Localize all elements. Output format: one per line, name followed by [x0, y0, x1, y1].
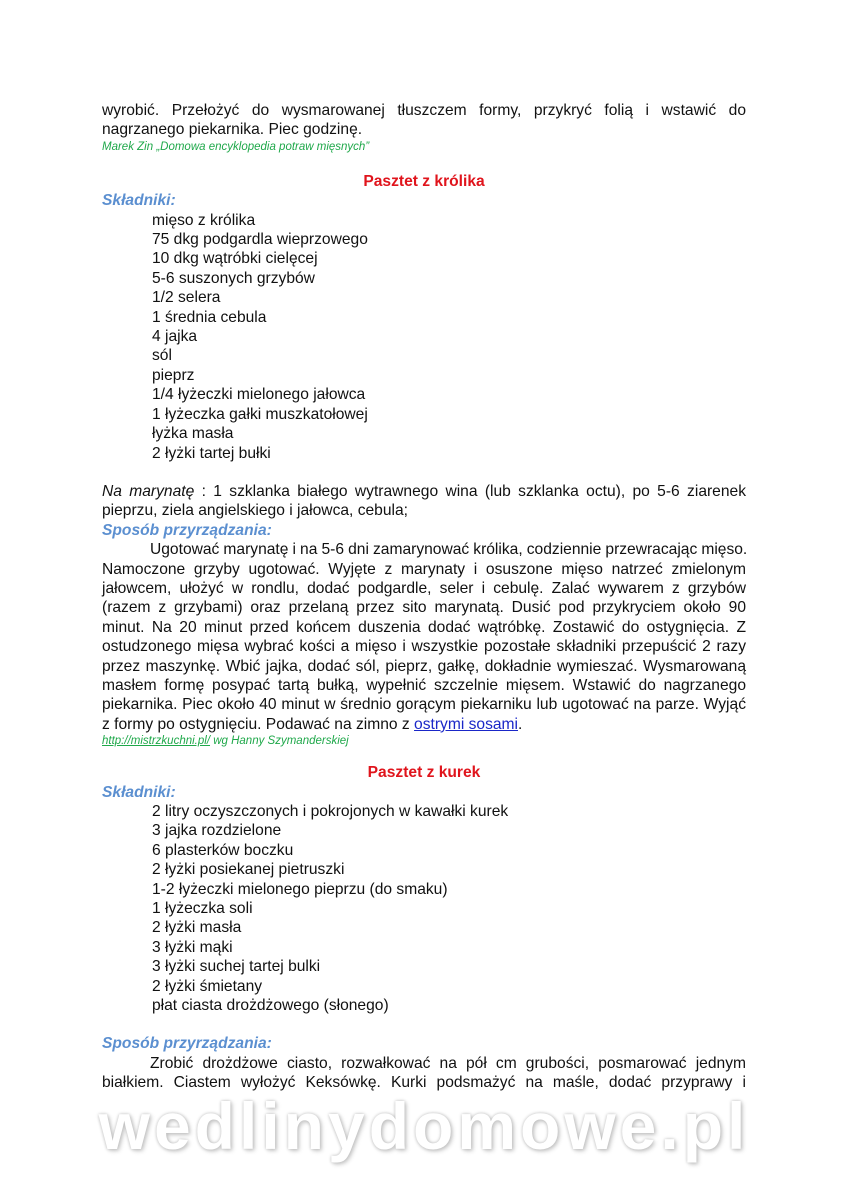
- ingredient-item: 2 litry oczyszczonych i pokrojonych w kawałki kurek: [152, 803, 509, 820]
- text-line: jałowcem, ułożyć w rondlu, dodać podgardle, seler i cebulę. Zalać wywarem z grzybów: [102, 579, 746, 597]
- ingredient-item: mięso z królika: [152, 211, 256, 229]
- text-line: : 1 szklanka białego wytrawnego wina (lub szklanka octu), po 5-6 ziarenek: [194, 482, 746, 500]
- watermark: wedlinydomowe.pl: [98, 1089, 750, 1163]
- text-line: pieprzu, ziela angielskiego i jałowca, cebula;: [102, 502, 408, 520]
- ingredient-item: pieprz: [152, 366, 195, 384]
- ostrymi-sosami-link[interactable]: ostrymi sosami: [414, 715, 519, 733]
- ingredient-item: 4 jajka: [152, 328, 198, 346]
- text-line: Ugotować marynatę i na 5-6 dni zamarynować królika, codziennie przewracając mięso.: [150, 541, 748, 559]
- ingredient-item: łyżka masła: [152, 425, 234, 443]
- ingredient-item: 3 łyżki suchej tartej bulki: [152, 958, 321, 976]
- ingredient-item: 1 średnia cebula: [152, 308, 267, 326]
- recipe1-ingredients-heading: Składniki:: [102, 192, 176, 210]
- ingredient-item: 5-6 suszonych grzybów: [152, 269, 315, 287]
- ingredient-item: 3 łyżki mąki: [152, 938, 233, 956]
- marinade-label: Na marynatę: [102, 482, 195, 500]
- source-text: wg Hanny Szymanderskiej: [210, 735, 349, 748]
- source-link[interactable]: http://mistrzkuchni.pl/: [102, 735, 211, 748]
- text-line: piekarnika. Piec około 40 minut w średnio gorącym piekarniku lub ugotować na parze. Wyjąć: [102, 696, 746, 714]
- ingredient-item: 2 łyżki masła: [152, 919, 242, 937]
- ingredient-item: sól: [152, 347, 172, 365]
- ingredient-item: 1 łyżeczka gałki muszkatołowej: [152, 405, 368, 423]
- text-line: przez maszynkę. Wbić jajka, dodać sól, pieprz, gałkę, dokładnie wymieszać. Wysmarowaną: [102, 657, 746, 675]
- intro-paragraph: [102, 101, 746, 155]
- ingredient-item: 10 dkg wątróbki cielęcej: [152, 250, 318, 268]
- text-line: .: [518, 715, 523, 733]
- ingredient-item: 2 łyżki śmietany: [152, 977, 263, 995]
- text-line: z formy po ostygnięciu. Podawać na zimno z: [102, 715, 415, 733]
- recipe2-method-heading: Sposób przyrządzania:: [102, 1035, 272, 1053]
- text-line: (razem z grzybami) oraz przelaną przez sito marynatą. Dusić pod przykryciem około 90: [102, 599, 746, 617]
- ingredient-item: 1-2 łyżeczki mielonego pieprzu (do smaku): [152, 880, 448, 898]
- ingredient-item: 1 łyżeczka soli: [152, 900, 253, 918]
- ingredient-item: 1/4 łyżeczki mielonego jałowca: [152, 386, 366, 404]
- recipe2-title: Pasztet z kurek: [367, 764, 481, 782]
- text-line: wyrobić. Przełożyć do wysmarowanej tłuszczem formy, przykryć folią i wstawić do: [102, 102, 746, 119]
- text-line: minut. Na 20 minut przed końcem duszenia dodać wątróbkę. Zostawić do ostygnięcia. Z: [102, 618, 746, 636]
- ingredient-item: 2 łyżki posiekanej pietruszki: [152, 861, 345, 879]
- text-line: masłem formę posypać tartą bułką, wypełnić szczelnie mięsem. Wstawić do nagrzanego: [102, 676, 746, 694]
- recipe2-ingredients-list: [102, 802, 746, 1015]
- recipe1-marinade: [102, 482, 746, 521]
- recipe1-title: Pasztet z królika: [363, 172, 485, 190]
- text-line: ostudzonego mięsa wybrać kości a mięso i wszystkie pozostałe składniki przepuścić 2 razy: [102, 638, 746, 656]
- text-line: Namoczone grzyby ugotować. Wyjęte z marynaty i osuszone mięso natrzeć zmielonym: [102, 560, 746, 578]
- ingredient-item: 75 dkg podgardla wieprzowego: [152, 231, 368, 249]
- ingredient-item: 3 jajka rozdzielone: [152, 822, 282, 840]
- recipe2-ingredients-heading: Składniki:: [102, 783, 176, 801]
- recipe1-method-heading: Sposób przyrządzania:: [102, 521, 272, 539]
- ingredient-item: 1/2 selera: [152, 289, 221, 307]
- ingredient-item: płat ciasta drożdżowego (słonego): [152, 997, 389, 1015]
- text-line: Zrobić drożdżowe ciasto, rozwałkować na pół cm grubości, posmarować jednym: [150, 1054, 746, 1072]
- recipe1-method-end: [102, 715, 746, 749]
- recipe1-method: [102, 540, 746, 715]
- text-line: nagrzanego piekarnika. Piec godzinę.: [102, 121, 363, 139]
- ingredient-item: 6 plasterków boczku: [152, 841, 294, 859]
- recipe2-method: [102, 1054, 746, 1093]
- intro-source: Marek Zin „Domowa encyklopedia potraw mięsnych”: [102, 140, 370, 153]
- document-body: [102, 101, 746, 1093]
- text-line: białkiem. Ciastem wyłożyć Keksówkę. Kurki podsmażyć na maśle, dodać przyprawy i: [102, 1074, 746, 1092]
- recipe1-ingredients-list: [102, 211, 746, 463]
- ingredient-item: 2 łyżki tartej bułki: [152, 444, 271, 462]
